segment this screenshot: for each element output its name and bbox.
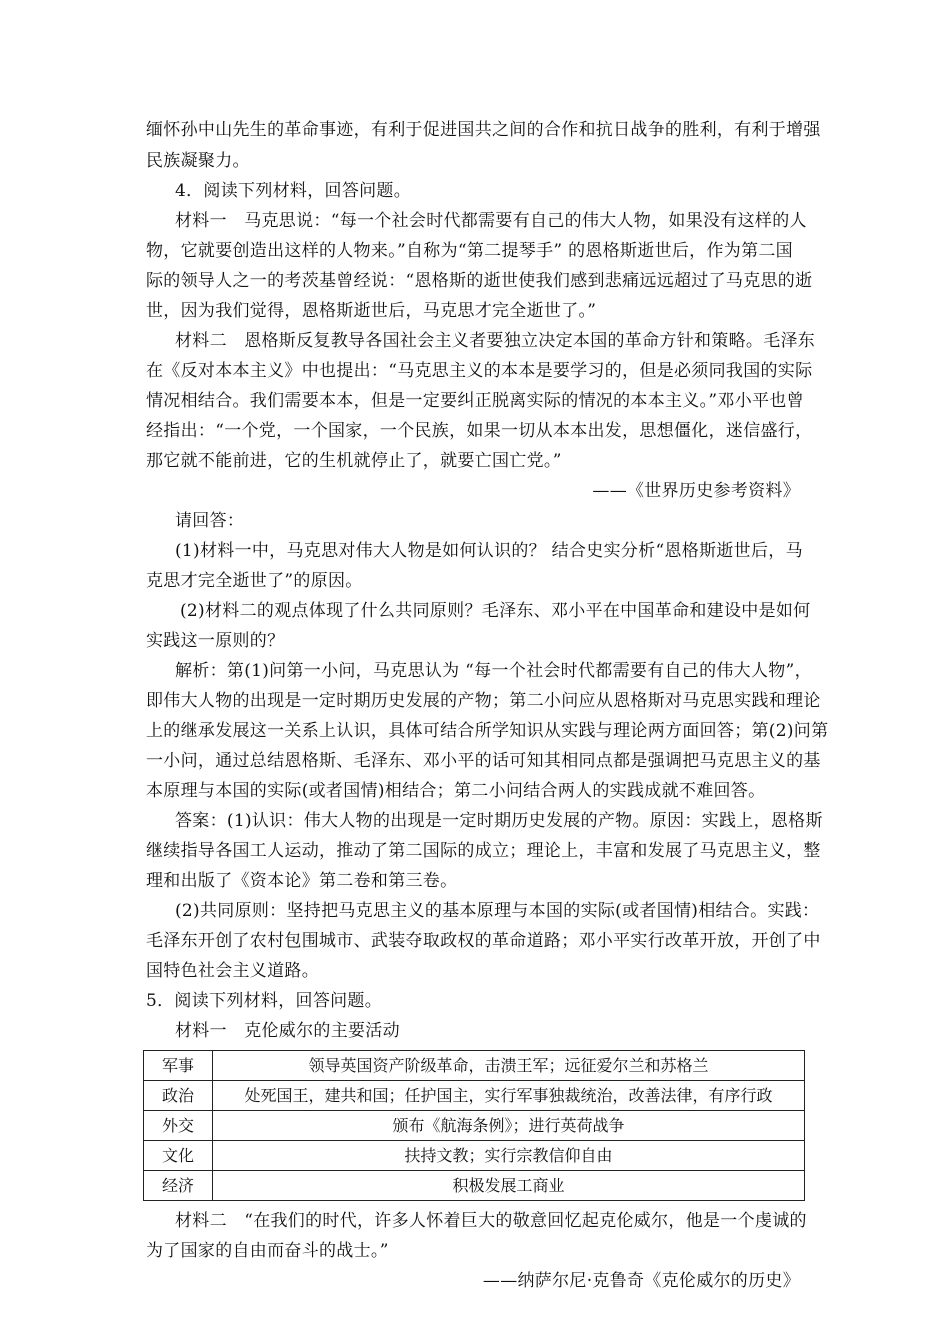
- table-row: [144, 1111, 805, 1141]
- source-citation: ——《世界历史参考资料》: [592, 481, 800, 501]
- text-line: 在《反对本本主义》中也提出：“马克思主义的本本是要学习的，但是必须同我国的实际: [146, 361, 813, 381]
- text-line: 请回答：: [175, 511, 245, 531]
- table-cell-content: 处死国王，建共和国；任护国主，实行军事独裁统治，改善法律，有序行政: [213, 1081, 805, 1111]
- question-4-heading: 4．阅读下列材料，回答问题。: [175, 181, 412, 201]
- table-cell-content: 颁布《航海条例》；进行英荷战争: [213, 1111, 805, 1141]
- table-row: [144, 1081, 805, 1111]
- text-line: 即伟大人物的出现是一定时期历史发展的产物；第二小问应从恩格斯对马克思实践和理论: [146, 691, 821, 711]
- text-line: 经指出：“一个党，一个国家，一个民族，如果一切从本本出发，思想僵化，迷信盛行，: [146, 421, 813, 441]
- text-line: (1)材料一中，马克思对伟大人物是如何认识的？ 结合史实分析“恩格斯逝世后，马: [175, 541, 803, 561]
- table-cell-field: 外交: [144, 1111, 213, 1141]
- source-citation: ——纳萨尔尼·克鲁奇《克伦威尔的历史》: [482, 1271, 800, 1291]
- text-line: 解析：第(1)问第一小问，马克思认为 “每一个社会时代都需要有自己的伟大人物”，: [175, 661, 812, 681]
- text-line: 际的领导人之一的考茨基曾经说：“恩格斯的逝世使我们感到悲痛远远超过了马克思的逝: [146, 271, 813, 291]
- text-line: 材料一 克伦威尔的主要活动: [175, 1021, 400, 1041]
- table-cell-field: 文化: [144, 1141, 213, 1171]
- table-row: [144, 1171, 805, 1201]
- text-line: 缅怀孙中山先生的革命事迹，有利于促进国共之间的合作和抗日战争的胜利，有利于增强: [146, 120, 821, 140]
- text-line: 物，它就要创造出这样的人物来。”自称为“第二提琴手” 的恩格斯逝世后，作为第二国: [146, 241, 793, 261]
- question-5-heading: 5．阅读下列材料，回答问题。: [146, 991, 383, 1011]
- text-line: 实践这一原则的？: [146, 631, 285, 651]
- text-line: 为了国家的自由而奋斗的战士。”: [146, 1241, 389, 1261]
- text-line: 材料二 “在我们的时代，许多人怀着巨大的敬意回忆起克伦威尔，他是一个虔诚的: [175, 1211, 807, 1231]
- text-line: (2)材料二的观点体现了什么共同原则？毛泽东、邓小平在中国革命和建设中是如何: [180, 601, 811, 621]
- text-line: 答案：(1)认识：伟大人物的出现是一定时期历史发展的产物。原因：实践上，恩格斯: [175, 811, 823, 831]
- table-cell-content: 扶持文教；实行宗教信仰自由: [213, 1141, 805, 1171]
- table-cell-field: 军事: [144, 1051, 213, 1081]
- text-line: 民族凝聚力。: [146, 151, 250, 171]
- text-line: 材料一 马克思说：“每一个社会时代都需要有自己的伟大人物，如果没有这样的人: [175, 211, 807, 231]
- text-line: 本原理与本国的实际(或者国情)相结合；第二小问结合两人的实践成就不难回答。: [146, 781, 766, 801]
- table-cell-field: 政治: [144, 1081, 213, 1111]
- text-line: 一小问，通过总结恩格斯、毛泽东、邓小平的话可知其相同点都是强调把马克思主义的基: [146, 751, 821, 771]
- text-line: 情况相结合。我们需要本本，但是一定要纠正脱离实际的情况的本本主义。”邓小平也曾: [146, 391, 804, 411]
- cromwell-activities-table: [143, 1050, 805, 1201]
- text-line: (2)共同原则：坚持把马克思主义的基本原理与本国的实际(或者国情)相结合。实践：: [175, 901, 820, 921]
- table-cell-field: 经济: [144, 1171, 213, 1201]
- text-line: 那它就不能前进，它的生机就停止了，就要亡国亡党。”: [146, 451, 562, 471]
- text-line: 材料二 恩格斯反复教导各国社会主义者要独立决定本国的革命方针和策略。毛泽东: [175, 331, 816, 351]
- text-line: 继续指导各国工人运动，推动了第二国际的成立；理论上，丰富和发展了马克思主义，整: [146, 841, 821, 861]
- text-line: 克思才完全逝世了”的原因。: [146, 571, 363, 591]
- table-row: [144, 1141, 805, 1171]
- table-cell-content: 积极发展工商业: [213, 1171, 805, 1201]
- text-line: 世，因为我们觉得，恩格斯逝世后，马克思才完全逝世了。”: [146, 301, 597, 321]
- table-row: [144, 1051, 805, 1081]
- table-cell-content: 领导英国资产阶级革命，击溃王军；远征爱尔兰和苏格兰: [213, 1051, 805, 1081]
- text-line: 理和出版了《资本论》第二卷和第三卷。: [146, 871, 458, 891]
- text-line: 毛泽东开创了农村包围城市、武装夺取政权的革命道路；邓小平实行改革开放，开创了中: [146, 931, 821, 951]
- text-line: 上的继承发展这一关系上认识，具体可结合所学知识从实践与理论两方面回答；第(2)问第: [146, 721, 829, 741]
- text-line: 国特色社会主义道路。: [146, 961, 319, 981]
